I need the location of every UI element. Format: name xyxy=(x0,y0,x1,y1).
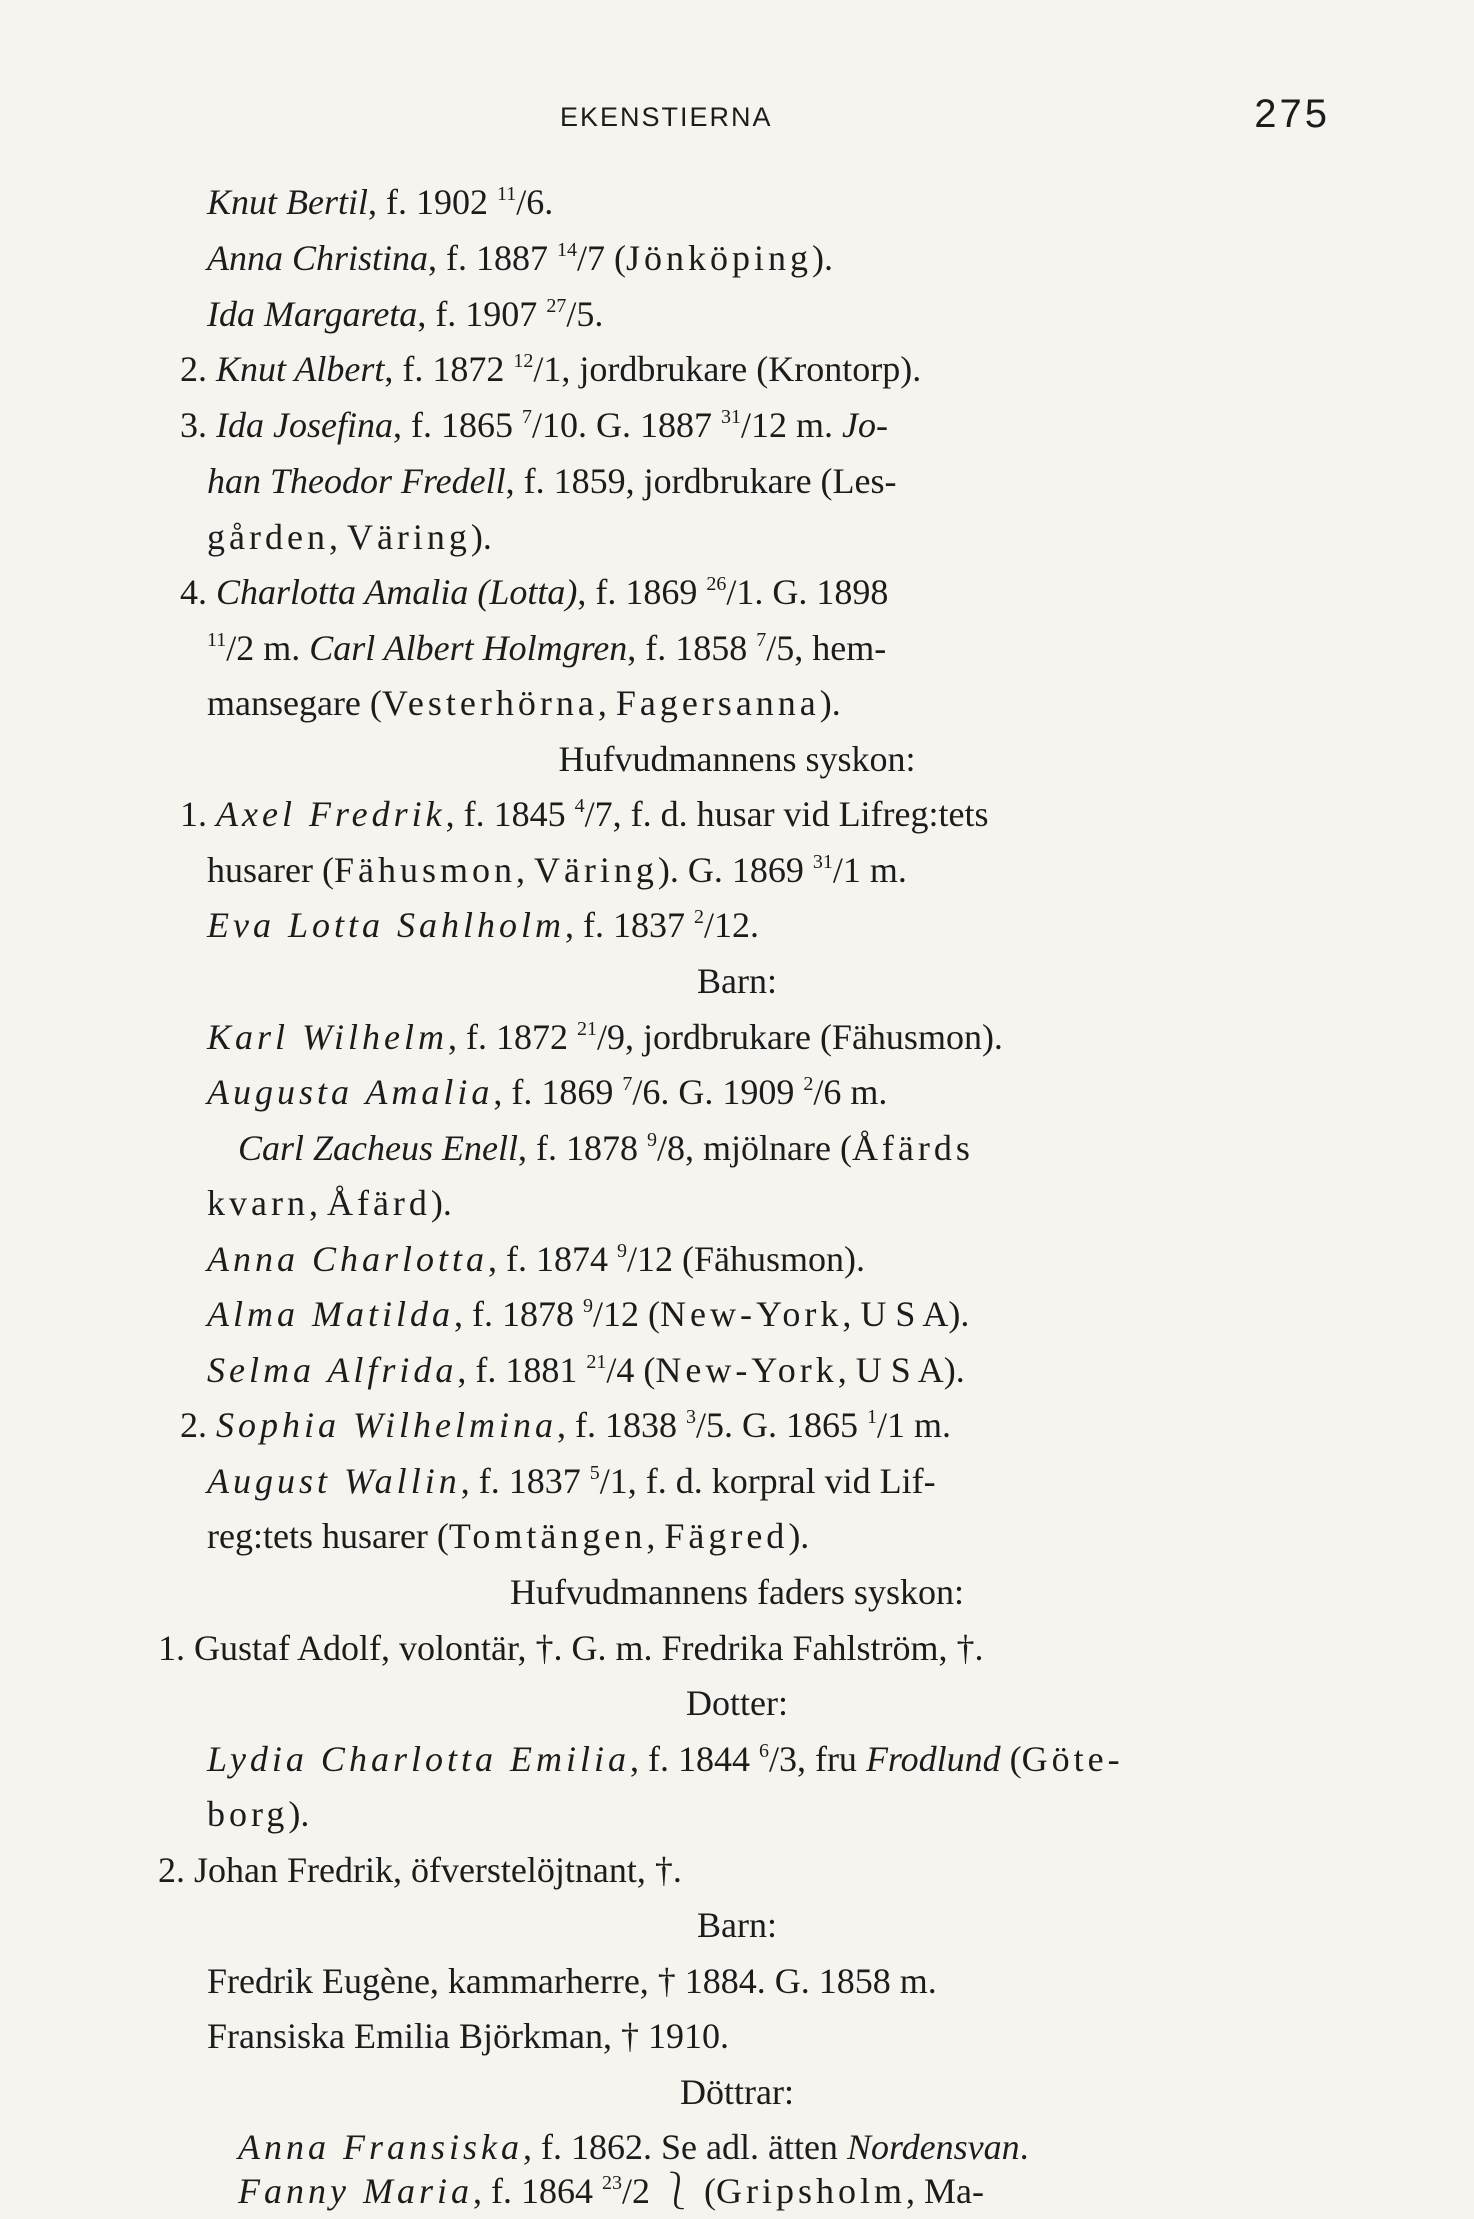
text-span: husarer ( xyxy=(207,850,334,890)
text-line xyxy=(207,626,886,670)
person-name: Carl Albert Holmgren xyxy=(309,628,628,668)
place-name: gården xyxy=(207,517,329,557)
text-line: Fransiska Emilia Björkman, † 1910. xyxy=(207,2016,729,2056)
text-span: /6. G. 1909 xyxy=(632,1072,804,1112)
date-day: 6 xyxy=(758,1740,769,1762)
text-span: /2 m. xyxy=(226,628,310,668)
date-day: 31 xyxy=(720,406,741,428)
date-day: 31 xyxy=(812,851,833,873)
text-line xyxy=(238,2125,1029,2169)
person-name: Anna Christina xyxy=(207,238,429,278)
page-number: 275 xyxy=(1254,92,1330,136)
text-span: /1 m. xyxy=(877,1405,952,1445)
text-line xyxy=(207,1181,452,1225)
text-line xyxy=(207,180,553,224)
place-name: Göte- xyxy=(1021,1739,1124,1779)
text-span: /12 ( xyxy=(592,1294,660,1334)
place-name: Jönköping xyxy=(626,238,813,278)
text-span: , f. 1859, jordbrukare ( xyxy=(505,461,833,501)
date-day: 11 xyxy=(497,183,517,205)
text-span: 2. xyxy=(180,349,216,389)
text-span: , f. 1887 xyxy=(428,238,558,278)
person-name: Karl Wilhelm xyxy=(207,1017,449,1057)
text-span: , f. 1864 xyxy=(472,2171,602,2211)
text-span: , f. 1845 xyxy=(445,794,575,834)
person-name: Lydia Charlotta Emilia xyxy=(207,1739,630,1779)
person-name: Anna Fransiska xyxy=(238,2127,523,2167)
date-day: 7 xyxy=(622,1073,633,1095)
text-span: , f. 1907 xyxy=(417,294,547,334)
text-span: /1, f. d. korpral vid Lif- xyxy=(599,1461,936,1501)
text-span: 3. xyxy=(180,405,216,445)
text-span: 2. xyxy=(180,1405,216,1445)
text-line xyxy=(180,1403,951,1447)
section-heading: Döttrar: xyxy=(680,2072,794,2112)
place-name: Tomtängen xyxy=(448,1516,647,1556)
text-span: /3, fru xyxy=(768,1739,866,1779)
text-line xyxy=(238,2169,984,2213)
date-day: 1 xyxy=(867,1406,877,1428)
date-day: 27 xyxy=(546,295,567,317)
text-span: /2 ⎱ ( xyxy=(621,2171,716,2211)
text-span: , f. 1872 xyxy=(384,349,514,389)
text-span: /1. G. 1898 xyxy=(726,572,889,612)
section-heading: Barn: xyxy=(697,1905,777,1945)
person-name: Alma Matilda xyxy=(207,1294,454,1334)
text-span: /5, hem- xyxy=(766,628,887,668)
date-day: 12 xyxy=(513,350,534,372)
text-line xyxy=(207,1348,965,1392)
text-span: /7 ( xyxy=(577,238,627,278)
person-name: August Wallin xyxy=(207,1461,461,1501)
date-day: 14 xyxy=(557,239,578,261)
date-day: 9 xyxy=(582,1295,593,1317)
text-span: , f. 1878 xyxy=(453,1294,583,1334)
text-span: /1 m. xyxy=(832,850,907,890)
text-span: , f. 1872 xyxy=(448,1017,578,1057)
person-name: Nordensvan xyxy=(846,2127,1020,2167)
person-name: Frodlund xyxy=(865,1739,1001,1779)
text-span: reg:tets husarer ( xyxy=(207,1516,449,1556)
place-name: Fägred xyxy=(664,1516,789,1556)
section-heading: Hufvudmannens faders syskon: xyxy=(510,1572,964,1612)
date-day: 2 xyxy=(694,906,704,928)
text-span: /5. G. 1865 xyxy=(696,1405,867,1445)
text-span: /9, jordbrukare (Fähusmon). xyxy=(597,1017,1003,1057)
text-span: ). xyxy=(812,238,834,278)
text-line xyxy=(207,848,907,892)
text-span: , f. 1837 xyxy=(460,1461,590,1501)
person-name: Ida Margareta xyxy=(207,294,418,334)
text-line xyxy=(207,1459,936,1503)
text-span: 1. xyxy=(180,794,216,834)
text-span: , f. 1858 xyxy=(627,628,757,668)
text-span: 4. xyxy=(180,572,216,612)
person-name: Carl Zacheus Enell xyxy=(238,1128,518,1168)
text-span: , f. 1869 xyxy=(493,1072,623,1112)
text-line: 2. Johan Fredrik, öfverstelöjtnant, †. xyxy=(158,1850,682,1890)
person-name: Knut Albert xyxy=(216,349,385,389)
text-line xyxy=(207,903,759,947)
text-span: , xyxy=(905,2171,924,2211)
text-line xyxy=(207,1514,809,1558)
person-name: Ida Josefina xyxy=(216,405,393,445)
text-span: /7, f. d. husar vid Lifreg:tets xyxy=(584,794,989,834)
place-name: Fähusmon xyxy=(333,850,516,890)
text-line xyxy=(207,1292,969,1336)
date-day: 4 xyxy=(574,795,585,817)
date-day: 2 xyxy=(803,1073,814,1095)
date-day: 3 xyxy=(686,1406,696,1428)
text-line xyxy=(180,792,989,836)
text-span: , f. 1878 xyxy=(517,1128,647,1168)
text-line xyxy=(207,681,841,725)
text-line xyxy=(207,1237,865,1281)
person-name: Knut Bertil xyxy=(207,182,368,222)
text-span: , xyxy=(597,683,616,723)
text-span: ). G. 1869 xyxy=(657,850,813,890)
text-line xyxy=(180,570,888,614)
text-span: ). xyxy=(288,1794,310,1834)
text-span: , U S A). xyxy=(837,1350,965,1390)
text-span: /6 m. xyxy=(813,1072,888,1112)
date-day: 7 xyxy=(756,629,767,651)
text-span: Les- xyxy=(832,461,897,501)
section-heading: Hufvudmannens syskon: xyxy=(558,739,916,779)
text-span: /1, jordbrukare (Krontorp). xyxy=(533,349,922,389)
place-name: kvarn xyxy=(207,1183,309,1223)
text-span: /4 ( xyxy=(606,1350,656,1390)
text-span: ( xyxy=(1000,1739,1022,1779)
person-name: Selma Alfrida xyxy=(207,1350,458,1390)
text-span: ). xyxy=(470,517,492,557)
place-name: Väring xyxy=(346,517,471,557)
date-day: 7 xyxy=(521,406,532,428)
person-name: Jo- xyxy=(841,405,888,445)
person-name: Augusta Amalia xyxy=(207,1072,494,1112)
text-line xyxy=(238,1126,974,1170)
text-span: , xyxy=(646,1516,665,1556)
place-name: Åfärds xyxy=(851,1128,974,1168)
text-span: /12. xyxy=(704,905,760,945)
running-title: EKENSTIERNA xyxy=(560,102,773,132)
date-day: 11 xyxy=(207,629,227,651)
date-day: 5 xyxy=(589,1462,600,1484)
text-span: /10. G. 1887 xyxy=(531,405,721,445)
person-name: Fanny Maria xyxy=(238,2171,473,2211)
text-span: , f. 1865 xyxy=(392,405,522,445)
text-span: , f. 1844 xyxy=(629,1739,759,1779)
text-span: mansegare ( xyxy=(207,683,382,723)
place-name: Vesterhörna xyxy=(381,683,598,723)
person-name: Sophia Wilhelmina xyxy=(216,1405,557,1445)
text-line xyxy=(207,459,897,503)
text-line xyxy=(207,1792,309,1836)
text-span: Ma- xyxy=(923,2171,984,2211)
text-span: , xyxy=(515,850,534,890)
text-span: , f. 1862. Se adl. ätten xyxy=(523,2127,847,2167)
place-name: Fagersanna xyxy=(615,683,820,723)
text-span: ). xyxy=(430,1183,452,1223)
date-day: 23 xyxy=(601,2172,622,2194)
place-name: New-York xyxy=(655,1350,838,1390)
text-line: Fredrik Eugène, kammarherre, † 1884. G. 1858 m. xyxy=(207,1961,937,2001)
text-span: , f. 1902 xyxy=(368,182,497,222)
text-span: /12 (Fähusmon). xyxy=(627,1239,866,1279)
text-span: /8, mjölnare ( xyxy=(656,1128,852,1168)
person-name: han Theodor Fredell xyxy=(207,461,506,501)
place-name: Åfärd xyxy=(326,1183,431,1223)
place-name: borg xyxy=(207,1794,289,1834)
text-span: ). xyxy=(819,683,841,723)
person-name: Eva Lotta Sahlholm xyxy=(207,905,565,945)
section-heading: Dotter: xyxy=(686,1683,788,1723)
date-day: 26 xyxy=(706,573,727,595)
text-span: /5. xyxy=(566,294,604,334)
person-name: Axel Fredrik xyxy=(216,794,446,834)
text-span: . xyxy=(1019,2127,1029,2167)
text-line xyxy=(207,236,833,280)
section-heading: Barn: xyxy=(697,961,777,1001)
person-name: Charlotta Amalia (Lotta) xyxy=(216,572,578,612)
text-span: /12 m. xyxy=(740,405,842,445)
date-day: 9 xyxy=(617,1240,628,1262)
text-line xyxy=(207,1015,1003,1059)
date-day: 21 xyxy=(577,1018,598,1040)
text-span: , f. 1838 xyxy=(557,1405,686,1445)
date-day: 21 xyxy=(586,1351,607,1373)
text-line xyxy=(207,292,603,336)
text-line xyxy=(207,1070,887,1114)
text-span: , f. 1881 xyxy=(457,1350,587,1390)
text-line xyxy=(180,403,888,447)
text-line xyxy=(180,347,921,391)
text-span: , f. 1874 xyxy=(488,1239,618,1279)
person-name: Anna Charlotta xyxy=(207,1239,489,1279)
text-span: , xyxy=(328,517,347,557)
text-span: , U S A). xyxy=(842,1294,970,1334)
place-name: New-York xyxy=(659,1294,843,1334)
place-name: Gripsholm xyxy=(715,2171,906,2211)
place-name: Väring xyxy=(533,850,658,890)
text-span: ). xyxy=(788,1516,810,1556)
text-span: , f. 1869 xyxy=(577,572,707,612)
text-line xyxy=(207,515,492,559)
date-day: 9 xyxy=(646,1129,657,1151)
text-span: , f. 1837 xyxy=(565,905,694,945)
page-header xyxy=(150,92,1330,142)
text-span: /6. xyxy=(516,182,554,222)
text-line: 1. Gustaf Adolf, volontär, †. G. m. Fredrika Fahlström, †. xyxy=(158,1628,984,1668)
text-span: , xyxy=(308,1183,327,1223)
text-line xyxy=(207,1737,1124,1781)
